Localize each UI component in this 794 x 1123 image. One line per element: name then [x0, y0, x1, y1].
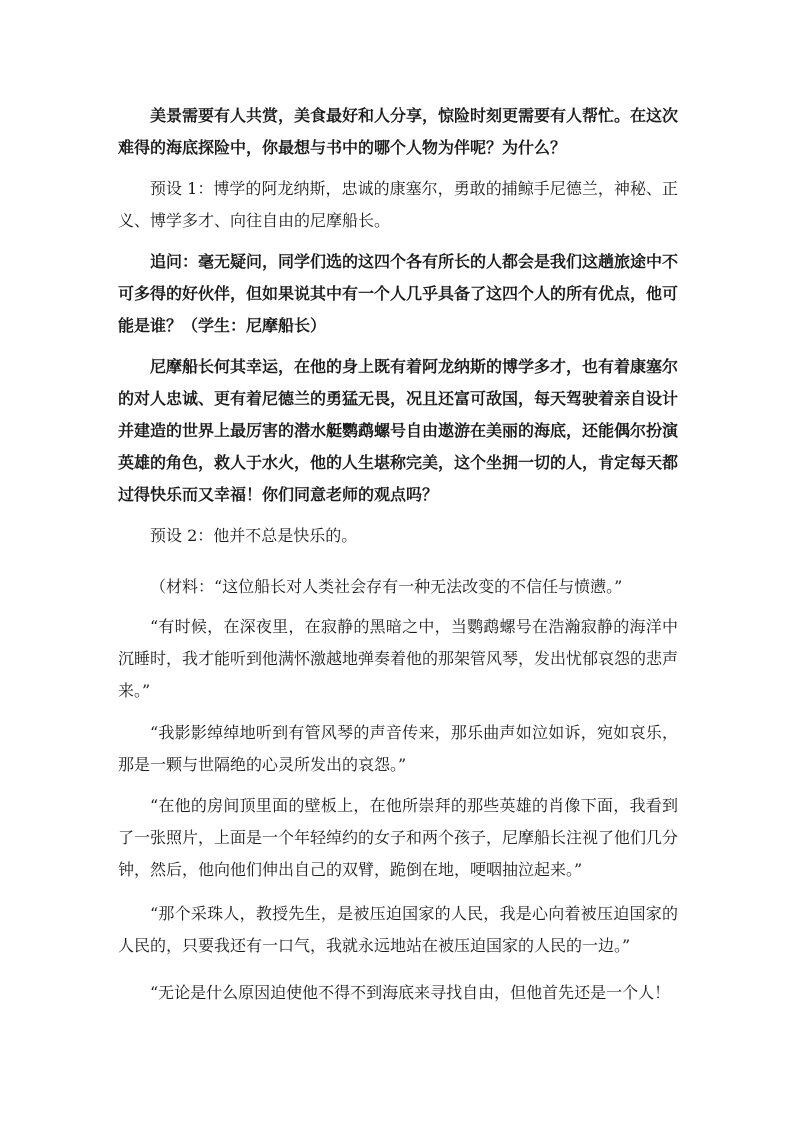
paragraph-material-quote-6: “无论是什么原因迫使他不得不到海底来寻找自由，但他首先还是一个人！: [150, 983, 671, 1002]
paragraph-material-quote-3: “我影影绰绰地听到有管风琴的声音传来，那乐曲声如泣如诉，宛如哀乐，那是一颗与世隔绝的心灵所发出的哀怨。”: [118, 723, 678, 774]
paragraph-captain-nemo-fortune: 尼摩船长何其幸运，在他的身上既有着阿龙纳斯的博学多才，也有着康塞尔的对人忠诚、更有着尼德兰的勇猛无畏，况且还富可敌国，每天驾驶着亲自设计并建造的世界上最厉害的潜水艇鹦鹉螺号自由遨游在美丽的海底，还能偶尔扮演英雄的角色，救人于水火，他的人生堪称完美，这个坐拥一切的人，肯定每天都过得快乐而又幸福！你们同意老师的观点吗？: [118, 357, 679, 504]
paragraph-preset-1: 预设 1：博学的阿龙纳斯，忠诚的康塞尔，勇敢的捕鲸手尼德兰，神秘、正义、博学多才、向往自由的尼摩船长。: [118, 179, 678, 230]
paragraph-intro-question: 美景需要有人共赏，美食最好和人分享，惊险时刻更需要有人帮忙。在这次难得的海底探险中，你最想与书中的哪个人物为伴呢？为什么？: [118, 106, 679, 157]
paragraph-follow-up-question: 追问：毫无疑问，同学们选的这四个各有所长的人都会是我们这趟旅途中不可多得的好伙伴，但如果说其中有一个人几乎具备了这四个人的所有优点，他可能是谁？（学生：尼摩船长）: [118, 252, 679, 335]
paragraph-material-quote-5: “那个采珠人，教授先生，是被压迫国家的人民，我是心向着被压迫国家的人民的，只要我还有一口气，我就永远地站在被压迫国家的人民的一边。”: [118, 904, 678, 955]
paragraph-material-quote-1: （材料：“这位船长对人类社会存有一种无法改变的不信任与愤懑。”: [150, 577, 623, 596]
paragraph-material-quote-2: “有时候，在深夜里，在寂静的黑暗之中，当鹦鹉螺号在浩瀚寂静的海洋中沉睡时，我才能听到他满怀激越地弹奏着他的那架管风琴，发出忧郁哀怨的悲声来。”: [118, 617, 679, 700]
paragraph-material-quote-4: “在他的房间顶里面的壁板上，在他所崇拜的那些英雄的肖像下面，我看到了一张照片，上面是一个年轻绰约的女子和两个孩子，尼摩船长注视了他们几分钟，然后，他向他们伸出自己的双臂，跪倒在地，哽咽抽泣起来。”: [118, 796, 679, 879]
paragraph-preset-2: 预设 2：他并不总是快乐的。: [150, 526, 358, 545]
